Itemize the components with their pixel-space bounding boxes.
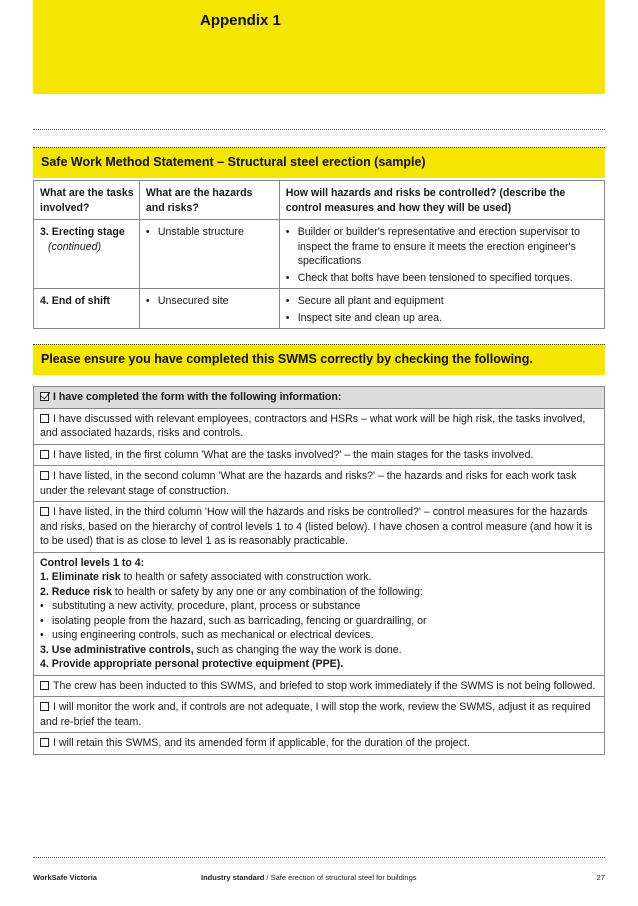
swms-table <box>33 180 605 329</box>
checklist-header-row <box>34 387 604 409</box>
footer-doc-title: Industry standard / Safe erection of structural steel for buildings <box>201 873 417 882</box>
checkbox[interactable] <box>40 414 49 423</box>
swms-title-bar <box>33 147 605 178</box>
control-item: • Builder or builder's representative and erection supervisor to inspect the frame to ensure it meets the erection engineer's specifications <box>286 225 599 269</box>
appendix-banner <box>33 0 605 94</box>
checklist-title: Please ensure you have completed this SWMS correctly by checking the following. <box>41 352 533 366</box>
checklist-item <box>34 466 604 502</box>
checklist-item-text: I have listed, in the first column 'What are the tasks involved?' – the main stages for the tasks involved. <box>53 448 534 461</box>
checklist-item <box>34 445 604 467</box>
footer-divider <box>33 857 605 858</box>
control-item: • Secure all plant and equipment <box>286 294 599 309</box>
dotted-divider <box>33 129 605 130</box>
checklist-header: I have completed the form with the following information: <box>53 391 342 403</box>
checklist-item <box>34 502 604 553</box>
checklist-item <box>34 409 604 445</box>
page-number: 27 <box>596 873 605 882</box>
control-levels-title: Control levels 1 to 4: <box>40 556 145 569</box>
checklist-item <box>34 697 604 733</box>
checklist-item-text: I have discussed with relevant employees, contractors and HSRs – what work will be high risk, the tasks involved, and associated hazards, risks and controls. <box>40 412 586 439</box>
control-bullet: • using engineering controls, such as mechanical or electrical devices. <box>40 628 598 643</box>
header-controls: How will hazards and risks be controlled? (describe the control measures and how they will be used) <box>279 181 604 220</box>
hazard-item: • Unstable structure <box>146 225 274 240</box>
checkbox-checked[interactable] <box>40 392 49 401</box>
swms-title: Safe Work Method Statement – Structural steel erection (sample) <box>41 155 426 169</box>
checklist-item-text: I will monitor the work and, if controls are not adequate, I will stop the work, review the SWMS, adjust it as required and re-brief the team. <box>40 701 591 728</box>
appendix-title: Appendix 1 <box>200 12 281 29</box>
checklist-item <box>34 676 604 698</box>
control-item: • Check that bolts have been tensioned to specified torques. <box>286 271 599 286</box>
checkbox[interactable] <box>40 738 49 747</box>
checklist-item-text: I will retain this SWMS, and its amended form if applicable, for the duration of the project. <box>53 737 470 749</box>
checklist-item-text: I have listed, in the second column 'What are the hazards and risks?' – the hazards and risks for each work task under the relevant stage of construction. <box>40 470 577 497</box>
checklist-box <box>33 386 605 755</box>
checkbox[interactable] <box>40 681 49 690</box>
table-row <box>34 289 605 329</box>
header-hazards: What are the hazards and risks? <box>139 181 279 220</box>
footer-org: WorkSafe Victoria <box>33 873 97 882</box>
checkbox[interactable] <box>40 450 49 459</box>
task-label: 3. Erecting stage <box>40 226 125 238</box>
control-bullet: • isolating people from the hazard, such as barricading, fencing or guardrailing, or <box>40 614 598 629</box>
checkbox[interactable] <box>40 702 49 711</box>
checkbox[interactable] <box>40 507 49 516</box>
task-note: (continued) <box>48 240 101 253</box>
control-level-3: 3. Use administrative controls, such as changing the way the work is done. <box>40 643 402 656</box>
table-row <box>34 220 605 289</box>
checklist-item-text: The crew has been inducted to this SWMS, and briefed to stop work immediately if the SWMS is not being followed. <box>53 679 596 692</box>
control-level-2: 2. Reduce risk to health or safety by any one or any combination of the following: <box>40 585 423 598</box>
checklist-item <box>34 733 604 754</box>
task-label: 4. End of shift <box>40 295 111 307</box>
table-header-row <box>34 181 605 220</box>
control-level-4: 4. Provide appropriate personal protective equipment (PPE). <box>40 658 344 670</box>
control-item: • Inspect site and clean up area. <box>286 311 599 326</box>
checklist-title-bar <box>33 344 605 375</box>
checklist-item-text: I have listed, in the third column 'How will the hazards and risks be controlled?' – control measures for the hazards and risks, based on the hierarchy of control levels 1 to 4 (listed below). I have chosen a control measure (and how it is to be used) that is as close to level 1 as is reasonably practicable. <box>40 506 593 547</box>
control-level-1: 1. Eliminate risk to health or safety associated with construction work. <box>40 571 372 583</box>
control-levels-block <box>34 553 604 676</box>
control-bullet: • substituting a new activity, procedure, plant, process or substance <box>40 599 598 614</box>
header-tasks: What are the tasks involved? <box>34 181 140 220</box>
hazard-item: • Unsecured site <box>146 294 274 309</box>
checkbox[interactable] <box>40 471 49 480</box>
